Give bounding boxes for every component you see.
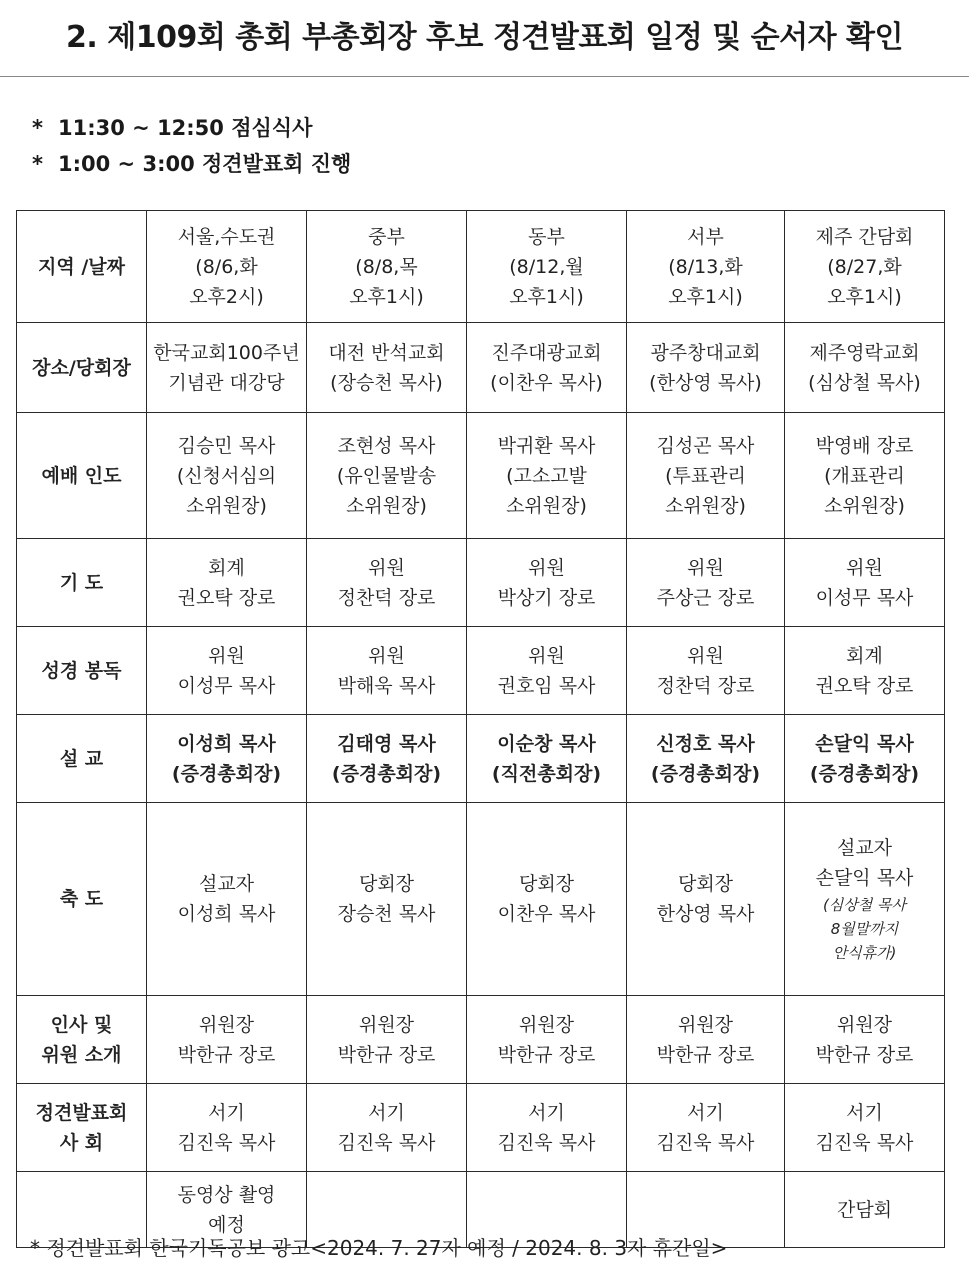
row-label: 예배 인도	[17, 413, 147, 539]
table-cell: 위원 권호임 목사	[467, 627, 627, 715]
schedule-notes	[32, 110, 351, 182]
table-cell: 제주영락교회 (심상철 목사)	[785, 323, 945, 413]
table-cell: 회계 권오탁 장로	[785, 627, 945, 715]
table-cell: 위원 주상근 장로	[627, 539, 785, 627]
row-label: 기 도	[17, 539, 147, 627]
table-cell: 김성곤 목사 (투표관리 소위원장)	[627, 413, 785, 539]
row-label: 인사 및 위원 소개	[17, 996, 147, 1084]
header-cell-seobu: 서부 (8/13,화 오후1시)	[627, 211, 785, 323]
table-row-scripture	[17, 627, 945, 715]
table-cell: 위원장 박한규 장로	[307, 996, 467, 1084]
title-divider	[0, 76, 969, 77]
header-cell-jungbu: 중부 (8/8,목 오후1시)	[307, 211, 467, 323]
table-cell: 위원 정찬덕 장로	[627, 627, 785, 715]
table-cell: 광주창대교회 (한상영 목사)	[627, 323, 785, 413]
row-label: 장소/당회장	[17, 323, 147, 413]
table-cell: 위원장 박한규 장로	[147, 996, 307, 1084]
row-label: 축 도	[17, 803, 147, 996]
row-label: 정견발표회 사 회	[17, 1084, 147, 1172]
table-row-venue	[17, 323, 945, 413]
table-cell: 위원 박상기 장로	[467, 539, 627, 627]
table-row-greeting	[17, 996, 945, 1084]
table-cell: 이성희 목사 (증경총회장)	[147, 715, 307, 803]
table-row-sermon	[17, 715, 945, 803]
row-label: 설 교	[17, 715, 147, 803]
header-label-cell: 지역 /날짜	[17, 211, 147, 323]
table-cell: 김태영 목사 (증경총회장)	[307, 715, 467, 803]
header-cell-seoul: 서울,수도권 (8/6,화 오후2시)	[147, 211, 307, 323]
table-header-row	[17, 211, 945, 323]
table-cell: 설교자 이성희 목사	[147, 803, 307, 996]
schedule-table	[16, 210, 945, 1248]
table-cell: 서기 김진욱 목사	[307, 1084, 467, 1172]
table-cell: 서기 김진욱 목사	[467, 1084, 627, 1172]
table-cell: 위원장 박한규 장로	[785, 996, 945, 1084]
table-cell: 간담회	[785, 1172, 945, 1248]
table-cell: 위원장 박한규 장로	[627, 996, 785, 1084]
note-presentation	[32, 146, 351, 182]
table-cell: 당회장 장승천 목사	[307, 803, 467, 996]
table-cell: 서기 김진욱 목사	[147, 1084, 307, 1172]
table-row-worship-leader	[17, 413, 945, 539]
table-cell: 조현성 목사 (유인물발송 소위원장)	[307, 413, 467, 539]
table-cell: 김승민 목사 (신청서심의 소위원장)	[147, 413, 307, 539]
note-bullet: *	[32, 116, 43, 140]
note-lunch	[32, 110, 351, 146]
table-cell: 박귀환 목사 (고소고발 소위원장)	[467, 413, 627, 539]
table-cell: 위원 박해욱 목사	[307, 627, 467, 715]
table-cell: 위원장 박한규 장로	[467, 996, 627, 1084]
advertisement-footnote: * 정견발표회 한국기독공보 광고<2024. 7. 27자 예정 / 2024. 8. 3자 휴간일>	[30, 1236, 728, 1260]
table-cell: 당회장 한상영 목사	[627, 803, 785, 996]
table-cell: 서기 김진욱 목사	[785, 1084, 945, 1172]
table-cell: 서기 김진욱 목사	[627, 1084, 785, 1172]
table-cell: 대전 반석교회 (장승천 목사)	[307, 323, 467, 413]
document-title: 2. 제109회 총회 부총회장 후보 정견발표회 일정 및 순서자 확인	[66, 20, 903, 55]
table-row-host	[17, 1084, 945, 1172]
table-cell: 위원 이성무 목사	[147, 627, 307, 715]
table-cell: 손달익 목사 (증경총회장)	[785, 715, 945, 803]
table-cell: 이순창 목사 (직전총회장)	[467, 715, 627, 803]
table-cell: 당회장 이찬우 목사	[467, 803, 627, 996]
table-cell: 동영상 촬영 예정	[147, 1172, 307, 1248]
cell-main-text: 설교자 손달익 목사	[815, 837, 914, 889]
table-cell: 진주대광교회 (이찬우 목사)	[467, 323, 627, 413]
header-cell-jeju: 제주 간담회 (8/27,화 오후1시)	[785, 211, 945, 323]
note-text: 11:30 ~ 12:50 점심식사	[58, 116, 313, 140]
note-text: 1:00 ~ 3:00 정견발표회 진행	[58, 152, 352, 176]
table-cell: 한국교회100주년 기념관 대강당	[147, 323, 307, 413]
sabbatical-note: (심상철 목사 8월말까지 안식휴가)	[822, 896, 907, 962]
table-cell: 위원 정찬덕 장로	[307, 539, 467, 627]
table-row-prayer	[17, 539, 945, 627]
table-cell: 박영배 장로 (개표관리 소위원장)	[785, 413, 945, 539]
table-cell-with-note	[785, 803, 945, 996]
header-cell-dongbu: 동부 (8/12,월 오후1시)	[467, 211, 627, 323]
table-row-benediction	[17, 803, 945, 996]
row-label: 성경 봉독	[17, 627, 147, 715]
note-bullet: *	[32, 152, 43, 176]
table-cell: 위원 이성무 목사	[785, 539, 945, 627]
table-cell: 회계 권오탁 장로	[147, 539, 307, 627]
table-cell: 신정호 목사 (증경총회장)	[627, 715, 785, 803]
